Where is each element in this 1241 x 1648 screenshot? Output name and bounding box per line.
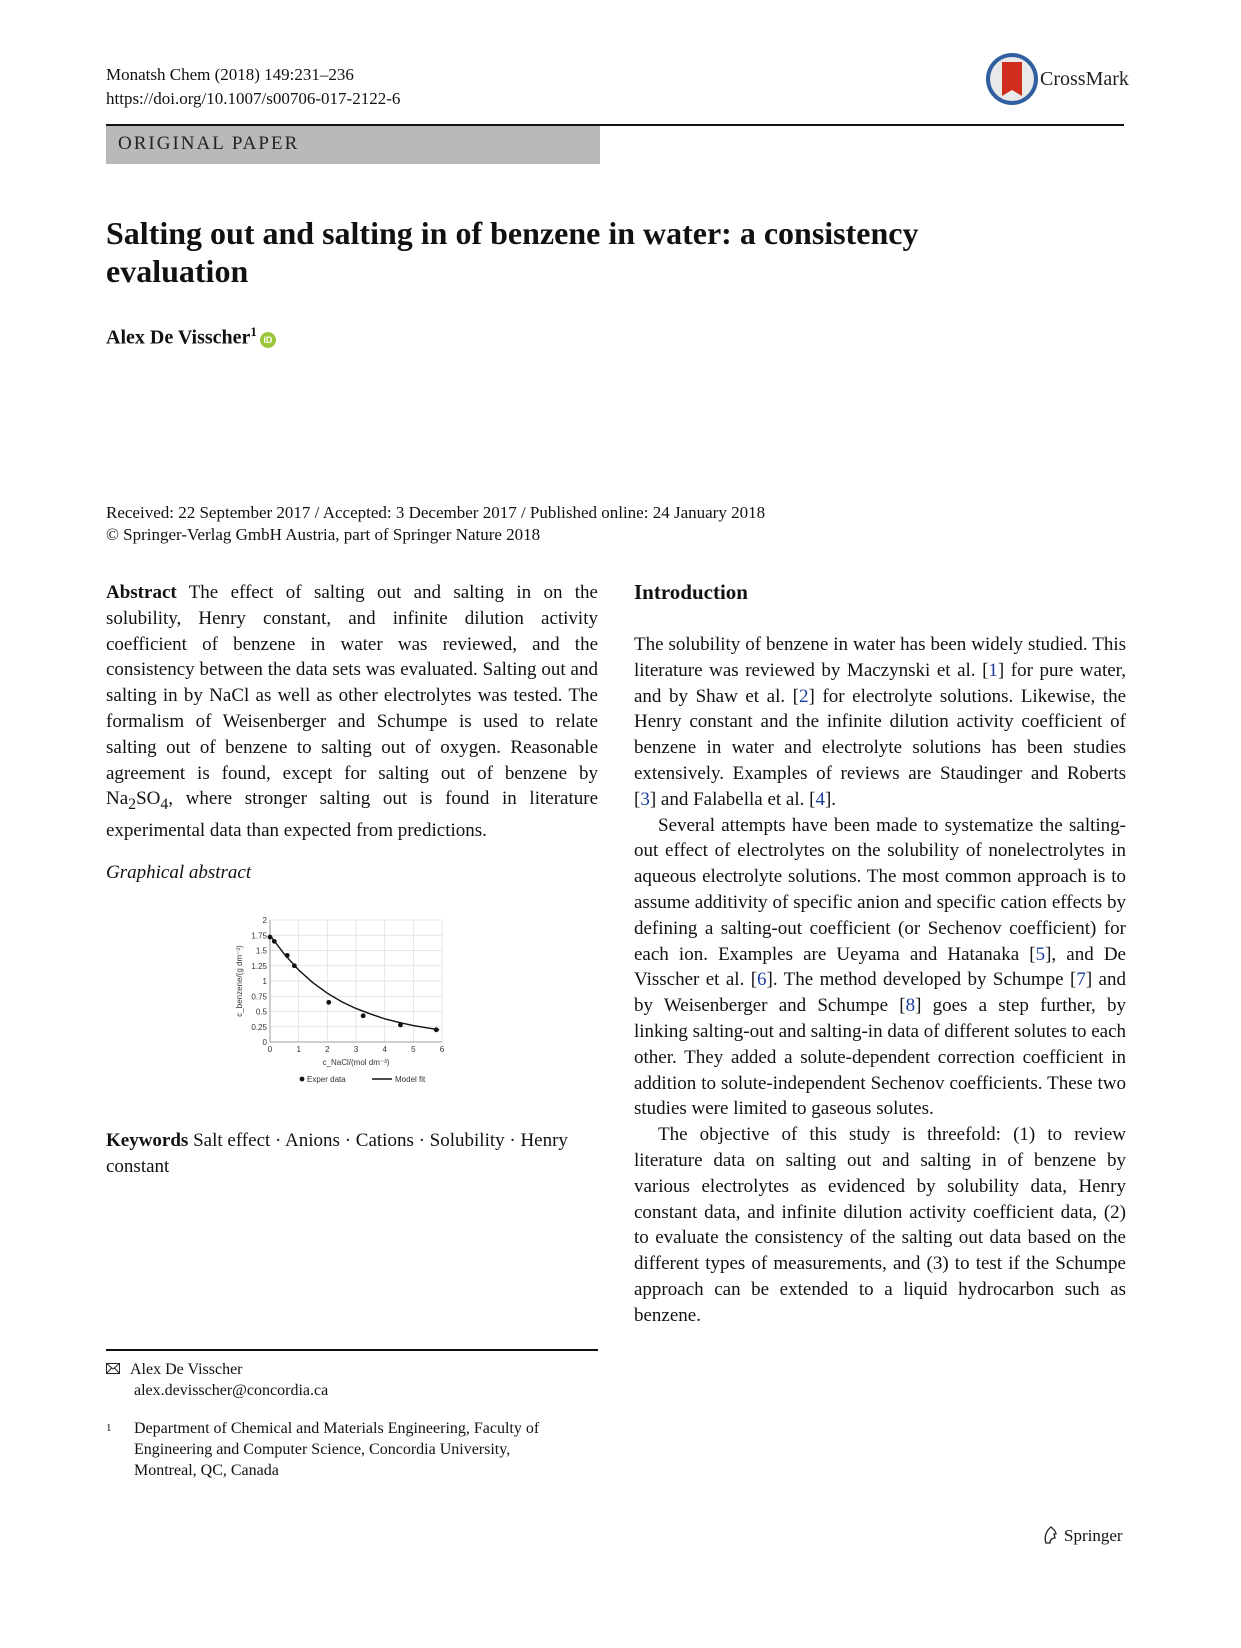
article-type-banner	[106, 126, 600, 164]
correspondence	[106, 1359, 328, 1401]
abstract-text: SO	[136, 788, 161, 810]
intro-text: ] for electrolyte solutions. Likewise, the Henry constant and the infinite dilution activity coefficient of benzene in water and electrolyte solutions has been studies extensively. Examples of reviews are Staudinger and Roberts [	[634, 685, 1127, 810]
intro-text: ] goes a step further, by linking salting-out and salting-in data of different solutes to each other. They added a solute-dependent correction coefficient in addition to solute-independent Sechenov coefficients. These two studies were limited to gaseous solutes.	[634, 995, 1126, 1120]
envelope-icon	[106, 1363, 120, 1374]
intro-text: ].	[824, 788, 837, 810]
corr-email[interactable]: alex.devisscher@concordia.ca	[134, 1382, 329, 1399]
introduction-body	[634, 632, 1126, 1329]
y-tick-label: 0.25	[251, 1022, 267, 1032]
springer-horse-icon	[1042, 1525, 1060, 1545]
intro-text: ] and Falabella et al. [	[649, 788, 816, 810]
journal-citation: Monatsh Chem (2018) 149:231–236	[106, 65, 354, 84]
y-tick-label: 1	[262, 977, 267, 986]
intro-text: ] for pure water, and by Shaw et al. [	[634, 659, 1126, 707]
citation-link[interactable]: 1	[988, 659, 998, 681]
keywords	[106, 1128, 598, 1180]
section-heading-introduction: Introduction	[634, 580, 748, 604]
intro-text: The solubility of benzene in water has been widely studied. This literature was reviewed by Maczynski et al. [	[634, 634, 1126, 681]
affil-text: Department of Chemical and Materials Engineering, Faculty of Engineering and Computer Science, Concordia University, Montreal, QC, Canada	[134, 1420, 540, 1479]
data-point	[268, 935, 273, 940]
copyright-line: © Springer-Verlag GmbH Austria, part of Springer Nature 2018	[106, 525, 541, 544]
graphical-abstract-label: Graphical abstract	[106, 862, 252, 883]
citation-link[interactable]: 6	[757, 969, 767, 991]
abstract-text: , where stronger salting out is found in literature experimental data than expected from predictions.	[106, 788, 598, 841]
data-point	[326, 1000, 331, 1005]
data-point	[285, 953, 290, 958]
affil-mark: 1	[106, 1422, 112, 1434]
y-tick-label: 2	[262, 916, 267, 925]
abstract-text: The effect of salting out and salting in on the solubility, Henry constant, and infinite dilution activity coefficient of benzene in water was reviewed, and the consistency between the data sets was evaluated. Salting out and salting in by NaCl as well as other electrolytes was tested. The formalism of Weisenberger and Schumpe is used to relate salting out of benzene to salting out of oxygen. Reasonable agreement is found, except for salting out of benzene by Na	[106, 582, 598, 810]
publisher-logo	[1042, 1525, 1123, 1546]
data-point	[272, 939, 277, 944]
y-tick-label: 0	[262, 1038, 267, 1047]
data-point	[434, 1027, 439, 1032]
dates-line: Received: 22 September 2017 / Accepted: 3 December 2017 / Published online: 24 January 2018	[106, 503, 766, 522]
y-axis-label: c_benzene/(g dm⁻³)	[235, 945, 244, 1017]
abstract	[106, 580, 598, 844]
x-tick-label: 5	[411, 1045, 416, 1054]
intro-paragraph-3: The objective of this study is threefold: (1) to review literature data on salting out and salting in of benzene by various electrolytes as evidenced by solubility data, Henry constant data, and infinite dilution activity coefficient data, (2) to evaluate the consistency of the salting out data based on the different types of measurements, and (3) to test if the Schumpe approach can be extended to a liquid hydrocarbon such as benzene.	[634, 1124, 1126, 1326]
citation-link[interactable]: 8	[905, 995, 916, 1017]
crossmark-icon	[985, 52, 1039, 106]
model-fit-line	[270, 935, 439, 1030]
intro-text: ], and De Visscher et al. [	[634, 943, 1126, 991]
intro-text: Several attempts have been made to systematize the salting-out effect of electrolytes on the solubility of nonelectrolytes in aqueous electrolyte solutions. The most common approach is to assume additivity of specific anion and specific cation effects by defining a salting-out coefficient (or Sechenov coefficient) for each ion. Examples are Ueyama and Hatanaka [	[634, 814, 1126, 965]
y-tick-label: 0.5	[255, 1007, 267, 1017]
x-tick-label: 6	[439, 1045, 445, 1054]
corr-name: Alex De Visscher	[130, 1361, 243, 1378]
citation-link[interactable]: 5	[1035, 943, 1046, 965]
orcid-icon[interactable]: iD	[260, 332, 276, 348]
data-point	[292, 963, 297, 968]
intro-paragraph-2	[634, 813, 1126, 1123]
data-point	[361, 1013, 366, 1018]
legend-marker	[300, 1077, 305, 1082]
citation-link[interactable]: 4	[815, 788, 825, 810]
citation-link[interactable]: 7	[1076, 969, 1086, 991]
x-tick-label: 2	[325, 1045, 330, 1054]
article-type-label: ORIGINAL PAPER	[118, 133, 300, 154]
legend-label: Exper data	[307, 1075, 346, 1084]
keywords-label: Keywords	[106, 1130, 189, 1151]
abstract-label: Abstract	[106, 582, 177, 603]
x-axis-label: c_NaCl/(mol dm⁻³)	[322, 1058, 390, 1067]
x-tick-label: 4	[382, 1045, 387, 1054]
author-affil-mark: 1	[250, 324, 257, 339]
intro-text: ] and by Weisenberger and Schumpe [	[634, 969, 1126, 1017]
publication-dates	[106, 502, 765, 546]
data-point	[398, 1023, 403, 1028]
y-tick-label: 1.5	[255, 946, 267, 956]
x-tick-label: 1	[296, 1045, 301, 1054]
keywords-text: Salt effect · Anions · Cations · Solubility · Henry constant	[106, 1130, 568, 1177]
publisher-name: Springer	[1064, 1526, 1123, 1545]
crossmark-label: CrossMark	[1040, 68, 1129, 90]
y-tick-label: 1.75	[251, 931, 267, 941]
legend-label: Model fit	[395, 1075, 426, 1084]
affiliation	[106, 1418, 576, 1481]
citation-link[interactable]: 3	[640, 788, 650, 810]
y-tick-label: 1.25	[251, 961, 267, 971]
y-tick-label: 0.75	[251, 992, 267, 1002]
footnote-rule	[106, 1349, 598, 1351]
citation-link[interactable]: 2	[799, 685, 809, 707]
x-tick-label: 0	[267, 1045, 273, 1054]
paper-title: Salting out and salting in of benzene in water: a consistency evaluation	[106, 215, 919, 289]
abstract-sub: 4	[160, 796, 169, 814]
journal-header	[106, 63, 400, 111]
x-tick-label: 3	[353, 1045, 359, 1054]
doi-link[interactable]: https://doi.org/10.1007/s00706-017-2122-6	[106, 89, 401, 108]
intro-text: ]. The method developed by Schumpe [	[766, 969, 1077, 991]
abstract-sub: 2	[128, 796, 137, 814]
author-name[interactable]: Alex De Visscher	[106, 326, 251, 349]
graphical-abstract-chart	[230, 915, 480, 1095]
author-line	[106, 324, 276, 350]
intro-paragraph-1	[634, 632, 1126, 813]
